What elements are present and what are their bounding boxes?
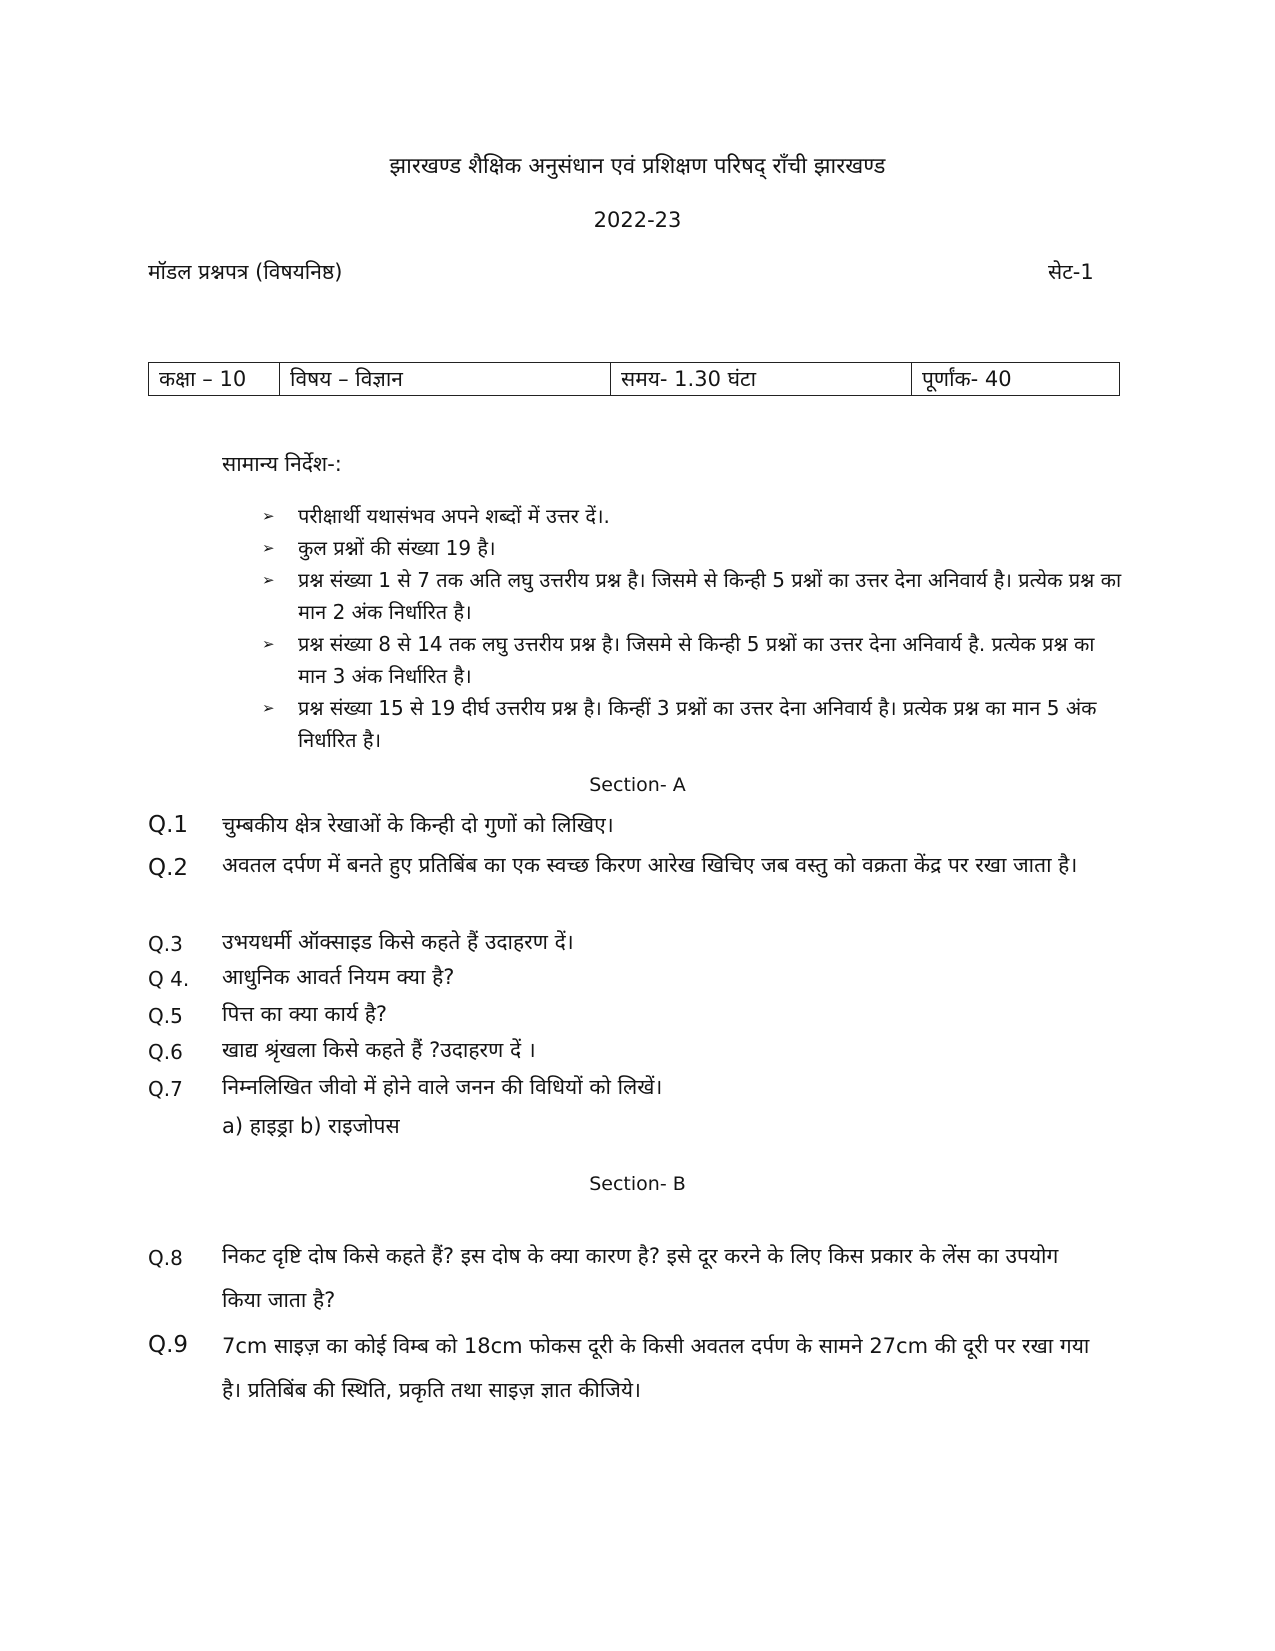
- instruction-item: [262, 500, 1122, 532]
- question-number: Q.3: [148, 932, 183, 956]
- question-text: 7cm साइज़ का कोई विम्ब को 18cm फोकस दूरी के किसी अवतल दर्पण के सामने 27cm की दूरी पर रखा गया है। प्रतिबिंब की स्थिति, प्रकृति तथा साइज़ ज्ञात कीजिये।: [222, 1334, 1090, 1402]
- question-text: निकट दृष्टि दोष किसे कहते हैं? इस दोष के क्या कारण है? इसे दूर करने के लिए किस प्रकार के लेंस का उपयोग किया जाता है?: [222, 1244, 1059, 1312]
- instruction-text: प्रश्न संख्या 1 से 7 तक अति लघु उत्तरीय प्रश्न है। जिसमे से किन्ही 5 प्रश्नों का उत्तर देना अनिवार्य है। प्रत्येक प्रश्न का मान 2 अंक निर्धारित है।: [298, 568, 1122, 624]
- marks-cell: पूर्णांक- 40: [912, 363, 1120, 396]
- question-text: निम्नलिखित जीवो में होने वाले जनन की विधियों को लिखें।: [222, 1075, 663, 1099]
- instruction-item: [262, 564, 1122, 628]
- subject-cell: विषय – विज्ञान: [280, 363, 611, 396]
- question-number: Q.2: [148, 855, 189, 881]
- question-number: Q.6: [148, 1040, 183, 1064]
- class-cell: कक्षा – 10: [149, 363, 280, 396]
- question-number: Q.7: [148, 1077, 183, 1101]
- arrow-bullet-icon: ➢: [262, 507, 275, 525]
- question-text: उभयधर्मी ऑक्साइड किसे कहते हैं उदाहरण दें।: [222, 930, 574, 954]
- section-a-heading: Section- A: [589, 774, 686, 796]
- arrow-bullet-icon: ➢: [262, 635, 275, 653]
- section-b-heading: Section- B: [589, 1173, 686, 1195]
- academic-year: 2022-23: [593, 208, 682, 232]
- set-number: सेट-1: [1048, 260, 1094, 284]
- instruction-text: परीक्षार्थी यथासंभव अपने शब्दों में उत्तर दें।.: [298, 504, 610, 528]
- exam-info-table: [148, 362, 1120, 396]
- question-text: चुम्बकीय क्षेत्र रेखाओं के किन्ही दो गुणों को लिखिए।: [222, 813, 614, 837]
- question-options: a) हाइड्रा b) राइजोपस: [222, 1114, 400, 1138]
- instruction-item: [262, 692, 1122, 756]
- time-cell: समय- 1.30 घंटा: [611, 363, 912, 396]
- paper-type: मॉडल प्रश्नपत्र (विषयनिष्ठ): [148, 260, 343, 284]
- arrow-bullet-icon: ➢: [262, 699, 275, 717]
- instruction-text: प्रश्न संख्या 15 से 19 दीर्घ उत्तरीय प्रश्न है। किन्हीं 3 प्रश्नों का उत्तर देना अनिवार्य है। प्रत्येक प्रश्न का मान 5 अंक निर्धारित है।: [298, 696, 1097, 752]
- question-number: Q.8: [148, 1246, 183, 1270]
- instruction-item: [262, 532, 1122, 564]
- question-text: पित्त का क्या कार्य है?: [222, 1002, 388, 1026]
- instructions-list: [262, 500, 1122, 756]
- arrow-bullet-icon: ➢: [262, 571, 275, 589]
- instruction-item: [262, 628, 1122, 692]
- question-number: Q.9: [148, 1332, 189, 1358]
- exam-info-row: [149, 363, 1120, 396]
- question-number: Q.5: [148, 1004, 183, 1028]
- question-number: Q 4.: [148, 967, 190, 991]
- instruction-text: कुल प्रश्नों की संख्या 19 है।: [298, 536, 496, 560]
- question-text: खाद्य श्रृंखला किसे कहते हैं ?उदाहरण दें ।: [222, 1038, 536, 1062]
- question-text: अवतल दर्पण में बनते हुए प्रतिबिंब का एक स्वच्छ किरण आरेख खिचिए जब वस्तु को वक्रता केंद्र पर रखा जाता है।: [222, 853, 1078, 877]
- question-number: Q.1: [148, 812, 189, 838]
- arrow-bullet-icon: ➢: [262, 539, 275, 557]
- document-title: झारखण्ड शैक्षिक अनुसंधान एवं प्रशिक्षण परिषद् राँची झारखण्ड: [389, 154, 886, 179]
- instructions-heading: सामान्य निर्देश-:: [222, 452, 342, 476]
- question-text: आधुनिक आवर्त नियम क्या है?: [222, 965, 455, 989]
- instruction-text: प्रश्न संख्या 8 से 14 तक लघु उत्तरीय प्रश्न है। जिसमे से किन्ही 5 प्रश्नों का उत्तर देना अनिवार्य है. प्रत्येक प्रश्न का मान 3 अंक निर्धारित है।: [298, 632, 1095, 688]
